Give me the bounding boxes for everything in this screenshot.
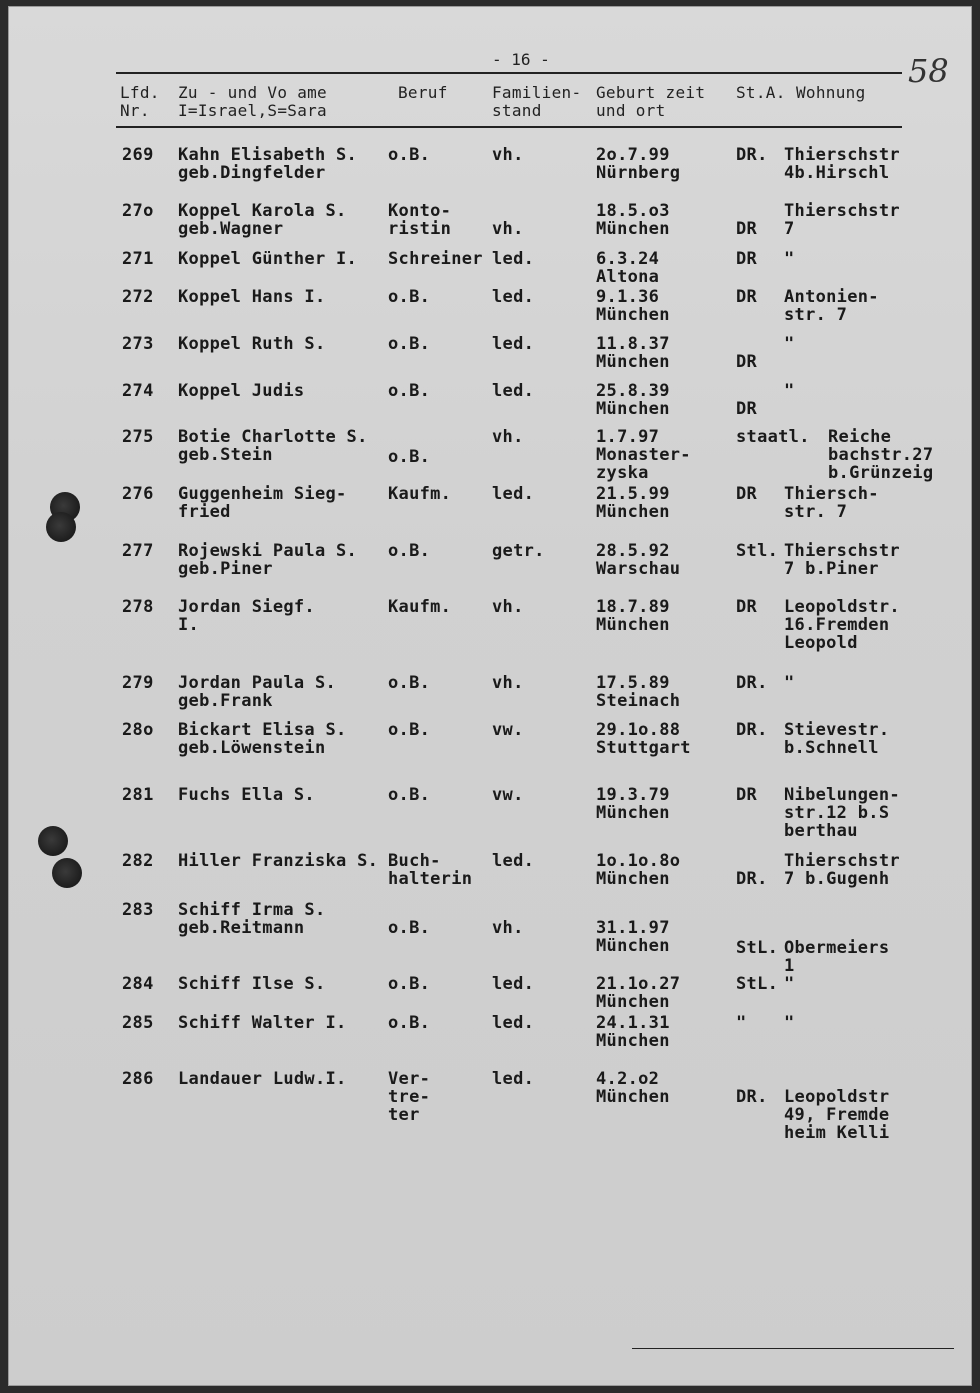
cell-beruf: o.B. <box>388 1013 431 1033</box>
cell-stand: vh. <box>492 219 524 239</box>
cell-beruf: o.B. <box>388 673 431 693</box>
cell-beruf: o.B. <box>388 720 431 740</box>
cell-nr: 269 <box>122 145 154 165</box>
cell-sta: StL. <box>736 938 779 958</box>
cell-wohnung: Leopoldstr 49, Fremde heim Kelli <box>784 1087 890 1143</box>
cell-stand: vw. <box>492 720 524 740</box>
cell-sta: DR <box>736 249 758 269</box>
handwritten-page-annotation: 58 <box>908 52 949 90</box>
cell-stand: led. <box>492 249 535 269</box>
cell-geburt: 1.7.97 Monaster- zyska <box>596 427 691 483</box>
cell-beruf: o.B. <box>388 541 431 561</box>
cell-name: Koppel Ruth S. <box>178 334 326 354</box>
page-number: - 16 - <box>492 50 550 69</box>
cell-sta: DR <box>736 287 758 307</box>
cell-sta: " <box>736 1013 747 1033</box>
cell-wohnung: Thierschstr 7 b.Piner <box>784 541 900 579</box>
cell-geburt: 2o.7.99 Nürnberg <box>596 145 681 183</box>
cell-name: Jordan Siegf. I. <box>178 597 315 635</box>
cell-stand: led. <box>492 334 535 354</box>
cell-nr: 272 <box>122 287 154 307</box>
cell-wohnung: " <box>784 334 795 354</box>
cell-stand: vh. <box>492 597 524 617</box>
header-wohnung: Wohnung <box>796 83 866 102</box>
cell-stand: led. <box>492 974 535 994</box>
cell-wohnung: Nibelungen- str.12 b.S berthau <box>784 785 900 841</box>
cell-geburt: 24.1.31 München <box>596 1013 670 1051</box>
cell-wohnung: Thierschstr 7 b.Gugenh <box>784 851 900 889</box>
cell-nr: 273 <box>122 334 154 354</box>
cell-name: Koppel Judis <box>178 381 305 401</box>
cell-geburt: 1o.1o.8o München <box>596 851 681 889</box>
cell-sta: DR. <box>736 869 768 889</box>
cell-beruf: Ver- tre- ter <box>388 1069 431 1125</box>
cell-sta: Stl. <box>736 541 779 561</box>
cell-wohnung: Leopoldstr. 16.Fremden Leopold <box>784 597 900 653</box>
cell-geburt: 31.1.97 München <box>596 918 670 956</box>
cell-nr: 274 <box>122 381 154 401</box>
cell-beruf: o.B. <box>388 447 431 467</box>
cell-wohnung: " <box>784 1013 795 1033</box>
cell-name: Kahn Elisabeth S. geb.Dingfelder <box>178 145 358 183</box>
cell-nr: 281 <box>122 785 154 805</box>
cell-geburt: 29.1o.88 Stuttgart <box>596 720 691 758</box>
cell-geburt: 28.5.92 Warschau <box>596 541 681 579</box>
cell-wohnung: " <box>784 974 795 994</box>
cell-beruf: o.B. <box>388 287 431 307</box>
cell-sta: DR <box>736 785 758 805</box>
cell-geburt: 21.5.99 München <box>596 484 670 522</box>
cell-wohnung: Antonien- str. 7 <box>784 287 879 325</box>
cell-nr: 284 <box>122 974 154 994</box>
cell-geburt: 18.7.89 München <box>596 597 670 635</box>
cell-stand: vh. <box>492 145 524 165</box>
cell-nr: 283 <box>122 900 154 920</box>
cell-wohnung: " <box>784 673 795 693</box>
cell-stand: vh. <box>492 427 524 447</box>
cell-sta: staatl. <box>736 427 810 447</box>
cell-name: Botie Charlotte S. geb.Stein <box>178 427 368 465</box>
cell-sta: DR <box>736 352 758 372</box>
cell-sta: DR <box>736 399 758 419</box>
cell-beruf: o.B. <box>388 785 431 805</box>
cell-geburt: 17.5.89 Steinach <box>596 673 681 711</box>
cell-geburt: 21.1o.27 München <box>596 974 681 1012</box>
cell-sta: DR <box>736 597 758 617</box>
cell-sta: DR. <box>736 145 768 165</box>
cell-name: Koppel Karola S. geb.Wagner <box>178 201 347 239</box>
cell-wohnung: Thiersch- str. 7 <box>784 484 879 522</box>
cell-name: Schiff Walter I. <box>178 1013 347 1033</box>
cell-stand: vh. <box>492 918 524 938</box>
rule-header <box>116 126 902 128</box>
cell-nr: 278 <box>122 597 154 617</box>
punch-hole <box>52 858 82 888</box>
cell-nr: 275 <box>122 427 154 447</box>
cell-sta: StL. <box>736 974 779 994</box>
header-familienstand: Familien- stand <box>492 83 582 120</box>
cell-stand: vw. <box>492 785 524 805</box>
cell-stand: led. <box>492 381 535 401</box>
header-beruf: Beruf <box>398 83 448 102</box>
cell-sta: DR. <box>736 720 768 740</box>
cell-geburt: 25.8.39 München <box>596 381 670 419</box>
cell-wohnung: Thierschstr 4b.Hirschl <box>784 145 900 183</box>
cell-geburt: 11.8.37 München <box>596 334 670 372</box>
cell-geburt: 4.2.o2 München <box>596 1069 670 1107</box>
cell-beruf: Konto- ristin <box>388 201 452 239</box>
cell-beruf: Kaufm. <box>388 484 452 504</box>
header-sta: St.A. <box>736 83 786 102</box>
punch-hole <box>38 826 68 856</box>
cell-wohnung: Stievestr. b.Schnell <box>784 720 890 758</box>
cell-stand: led. <box>492 287 535 307</box>
cell-geburt: 19.3.79 München <box>596 785 670 823</box>
cell-nr: 277 <box>122 541 154 561</box>
cell-wohnung: Obermeiers 1 <box>784 938 890 976</box>
cell-nr: 27o <box>122 201 154 221</box>
cell-nr: 28o <box>122 720 154 740</box>
cell-sta: DR <box>736 219 758 239</box>
cell-stand: getr. <box>492 541 545 561</box>
cell-beruf: Buch- halterin <box>388 851 473 889</box>
cell-name: Rojewski Paula S. geb.Piner <box>178 541 358 579</box>
punch-hole <box>46 512 76 542</box>
cell-name: Jordan Paula S. geb.Frank <box>178 673 337 711</box>
cell-beruf: o.B. <box>388 381 431 401</box>
cell-beruf: o.B. <box>388 918 431 938</box>
cell-wohnung: Thierschstr 7 <box>784 201 900 239</box>
cell-name: Guggenheim Sieg- fried <box>178 484 347 522</box>
cell-name: Landauer Ludw.I. <box>178 1069 347 1089</box>
cell-name: Bickart Elisa S. geb.Löwenstein <box>178 720 347 758</box>
cell-wohnung: Reiche bachstr.27 b.Grünzeig <box>828 427 934 483</box>
cell-name: Fuchs Ella S. <box>178 785 315 805</box>
cell-nr: 285 <box>122 1013 154 1033</box>
cell-geburt: 6.3.24 Altona <box>596 249 660 287</box>
cell-name: Schiff Ilse S. <box>178 974 326 994</box>
cell-stand: led. <box>492 851 535 871</box>
cell-stand: led. <box>492 1013 535 1033</box>
cell-geburt: 18.5.o3 München <box>596 201 670 239</box>
cell-nr: 279 <box>122 673 154 693</box>
cell-name: Hiller Franziska S. <box>178 851 379 871</box>
header-lfd: Lfd. Nr. <box>120 83 160 120</box>
rule-bottom <box>632 1348 954 1349</box>
cell-nr: 286 <box>122 1069 154 1089</box>
header-name: Zu - und Vo ame I=Israel,S=Sara <box>178 83 327 120</box>
cell-beruf: o.B. <box>388 145 431 165</box>
cell-beruf: o.B. <box>388 974 431 994</box>
cell-nr: 276 <box>122 484 154 504</box>
cell-nr: 282 <box>122 851 154 871</box>
cell-geburt: 9.1.36 München <box>596 287 670 325</box>
cell-beruf: o.B. <box>388 334 431 354</box>
cell-stand: vh. <box>492 673 524 693</box>
header-geburt: Geburt zeit und ort <box>596 83 706 120</box>
cell-name: Schiff Irma S. geb.Reitmann <box>178 900 326 938</box>
cell-sta: DR. <box>736 673 768 693</box>
cell-name: Koppel Günther I. <box>178 249 358 269</box>
cell-wohnung: " <box>784 381 795 401</box>
cell-wohnung: " <box>784 249 795 269</box>
cell-stand: led. <box>492 484 535 504</box>
cell-beruf: Kaufm. <box>388 597 452 617</box>
rule-top <box>116 72 902 74</box>
cell-name: Koppel Hans I. <box>178 287 326 307</box>
cell-sta: DR <box>736 484 758 504</box>
cell-nr: 271 <box>122 249 154 269</box>
cell-stand: led. <box>492 1069 535 1089</box>
cell-sta: DR. <box>736 1087 768 1107</box>
cell-beruf: Schreiner <box>388 249 483 269</box>
